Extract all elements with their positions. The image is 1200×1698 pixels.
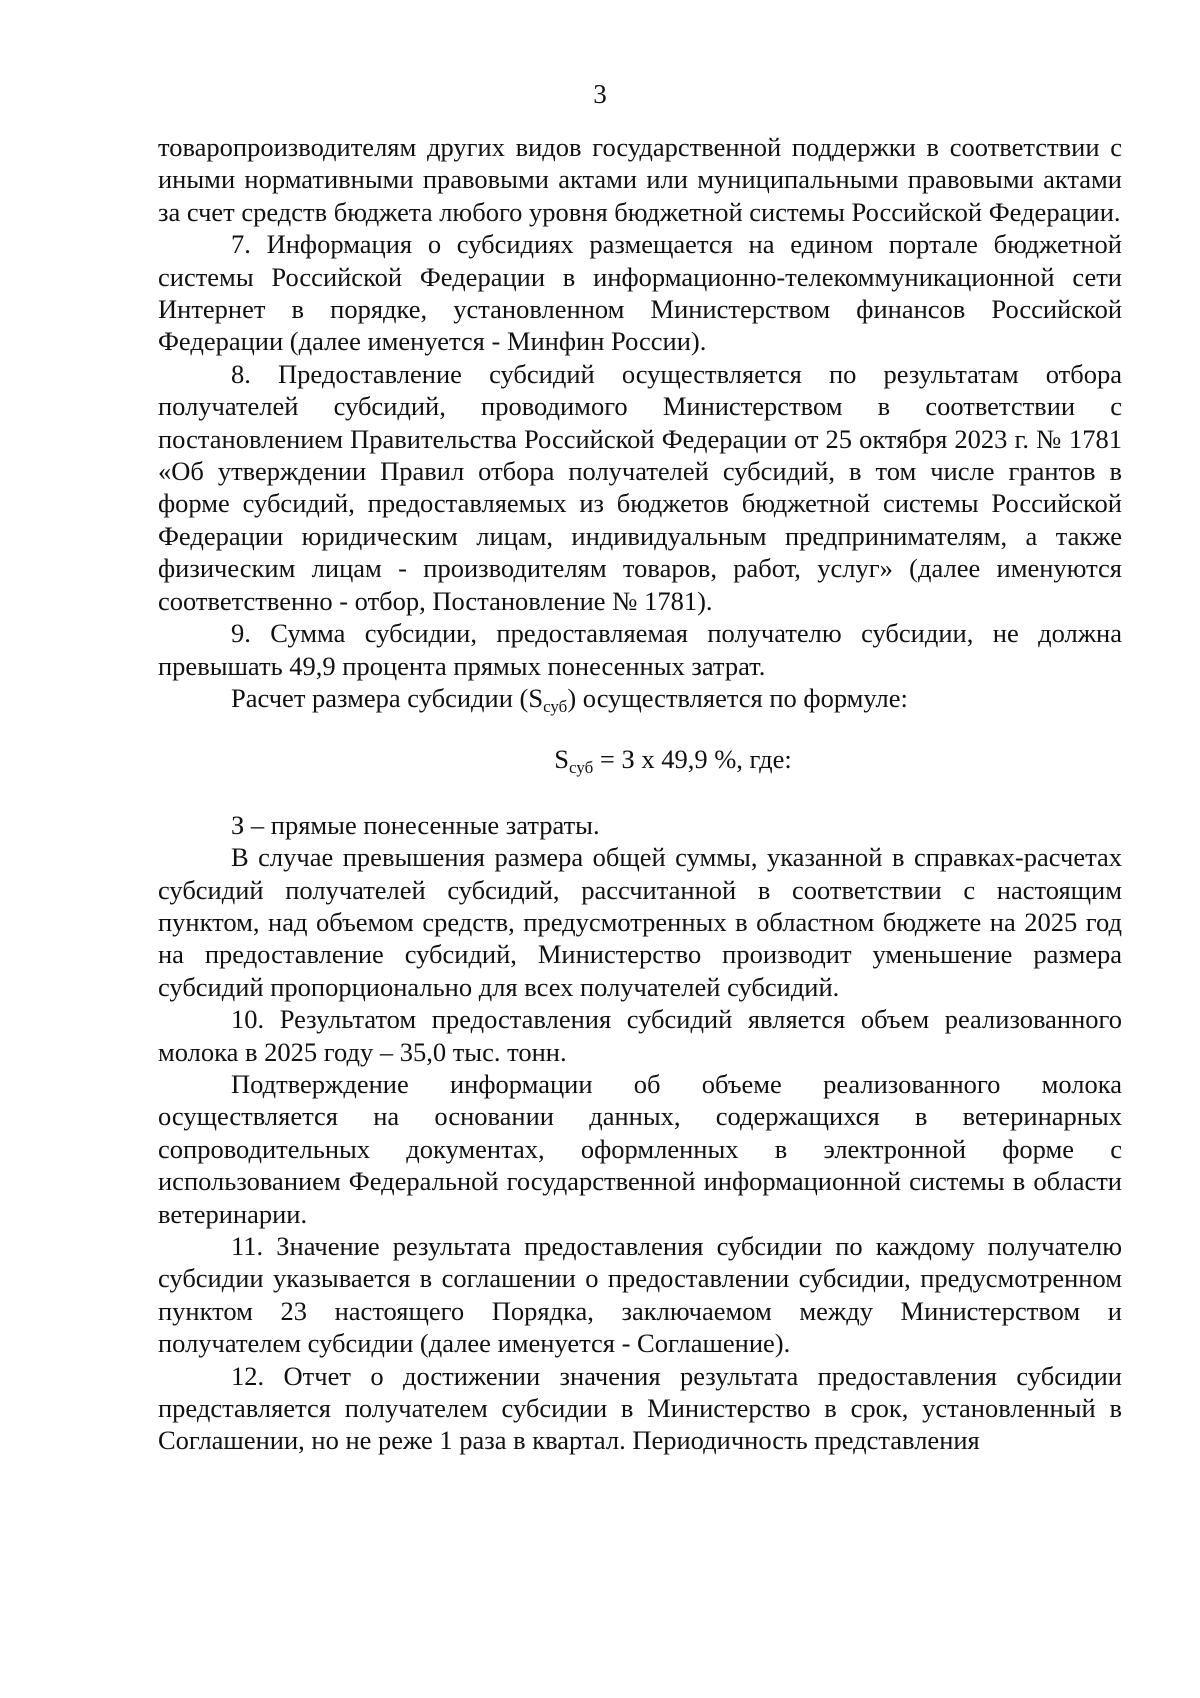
document-body <box>158 131 1122 1457</box>
formula-symbol: S <box>554 744 570 775</box>
calculation-text-after: ) осуществляется по формуле: <box>567 682 908 713</box>
paragraph-9-definition: З – прямые понесенные затраты. <box>231 809 600 840</box>
paragraph-9-calculation <box>158 682 1122 714</box>
paragraph-11: 11. Значение результата предоставления субсидии по каждому получателю субсидии указывается в соглашении о предоставлении субсидии, предусмотренном пунктом 23 настоящего Порядка, заключаемом между Министерством и получателем субсидии (далее именуется - Соглашение). <box>158 1231 1122 1359</box>
paragraph-9-excess: В случае превышения размера общей суммы, указанной в справках-расчетах субсидий получателей субсидий, рассчитанной в соответствии с настоящим пунктом, над объемом средств, предусмотренных в областном бюджете на 2025 год на предоставление субсидий, Министерство производит уменьшение размера субсидий пропорционально для всех получателей субсидий. <box>158 842 1122 1002</box>
paragraph-10: 10. Результатом предоставления субсидий является объем реализованного молока в 2025 году – 35,0 тыс. тонн. <box>158 1004 1122 1067</box>
paragraph-7: 7. Информация о субсидиях размещается на едином портале бюджетной системы Российской Федерации в информационно-телекоммуникационной сети Интернет в порядке, установленном Министерством финансов Российской Федерации (далее именуется - Минфин России). <box>158 229 1122 357</box>
subsidy-formula <box>158 743 1122 778</box>
paragraph-8: 8. Предоставление субсидий осуществляется по результатам отбора получателей субсидий, проводимого Министерством в соответствии с постановлением Правительства Российской Федерации от 25 октября 2023 г. № 1781 «Об утверждении Правил отбора получателей субсидий, в том числе грантов в форме субсидий, предоставляемых из бюджетов бюджетной системы Российской Федерации юридическим лицам, индивидуальным предпринимателям, а также физическим лицам - производителям товаров, работ, услуг» (далее именуются соответственно - отбор, Постановление № 1781). <box>158 358 1122 616</box>
formula-expression: = З х 49,9 %, где: <box>593 744 792 775</box>
page-number: 3 <box>593 79 607 109</box>
paragraph-12: 12. Отчет о достижении значения результата предоставления субсидии представляется получателем субсидии в Министерство в срок, установленный в Соглашении, но не реже 1 раза в квартал. Периодичность представления <box>158 1360 1122 1456</box>
calculation-text-before: Расчет размера субсидии (S <box>231 682 544 713</box>
paragraph-9: 9. Сумма субсидии, предоставляемая получателю субсидии, не должна превышать 49,9 процента прямых понесенных затрат. <box>158 618 1122 681</box>
paragraph-continuation: товаропроизводителям других видов государственной поддержки в соответствии с иными нормативными правовыми актами или муниципальными правовыми актами за счет средств бюджета любого уровня бюджетной системы Российской Федерации. <box>158 132 1122 227</box>
calculation-subscript: суб <box>543 696 568 716</box>
paragraph-10-confirmation: Подтверждение информации об объеме реализованного молока осуществляется на основании данных, содержащихся в ветеринарных сопроводительных документах, оформленных в электронной форме с использованием Федеральной государственной информационной системы в области ветеринарии. <box>158 1068 1122 1229</box>
formula-subscript: суб <box>569 758 594 778</box>
